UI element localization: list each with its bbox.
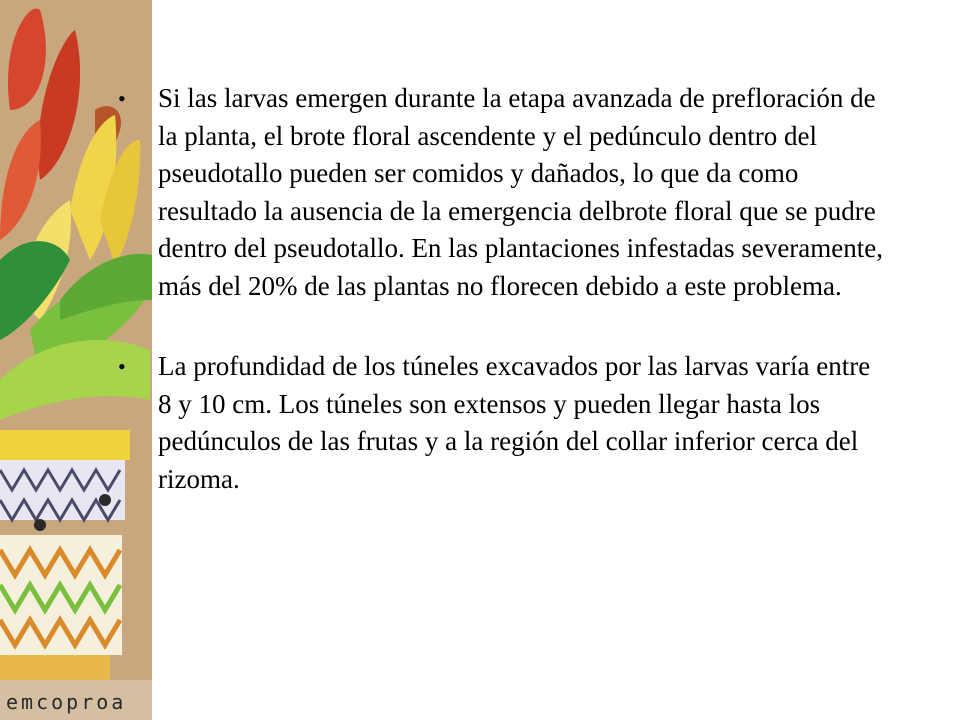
logo-text: emcoproa	[6, 690, 127, 714]
bullet-icon: •	[118, 86, 126, 111]
bullet-item	[118, 348, 888, 498]
bullet-text: La profundidad de los túneles excavados por las larvas varía entre 8 y 10 cm. Los túneles son extensos y pueden llegar hasta los pedúnculos de las frutas y a la región del collar inferior cerca del rizoma.	[158, 351, 871, 494]
slide-content	[118, 80, 888, 498]
bullet-text: Si las larvas emergen durante la etapa avanzada de prefloración de la planta, el brote floral ascendente y el pedúnculo dentro del pseudotallo pueden ser comidos y dañados, lo que da como resultado la ausencia de la emergencia delbrote floral que se pudre dentro del pseudotallo. En las plantaciones infestadas severamente, más del 20% de las plantas no florecen debido a este problema.	[158, 83, 884, 301]
bullet-icon: •	[118, 354, 126, 379]
bullet-item	[118, 80, 888, 305]
